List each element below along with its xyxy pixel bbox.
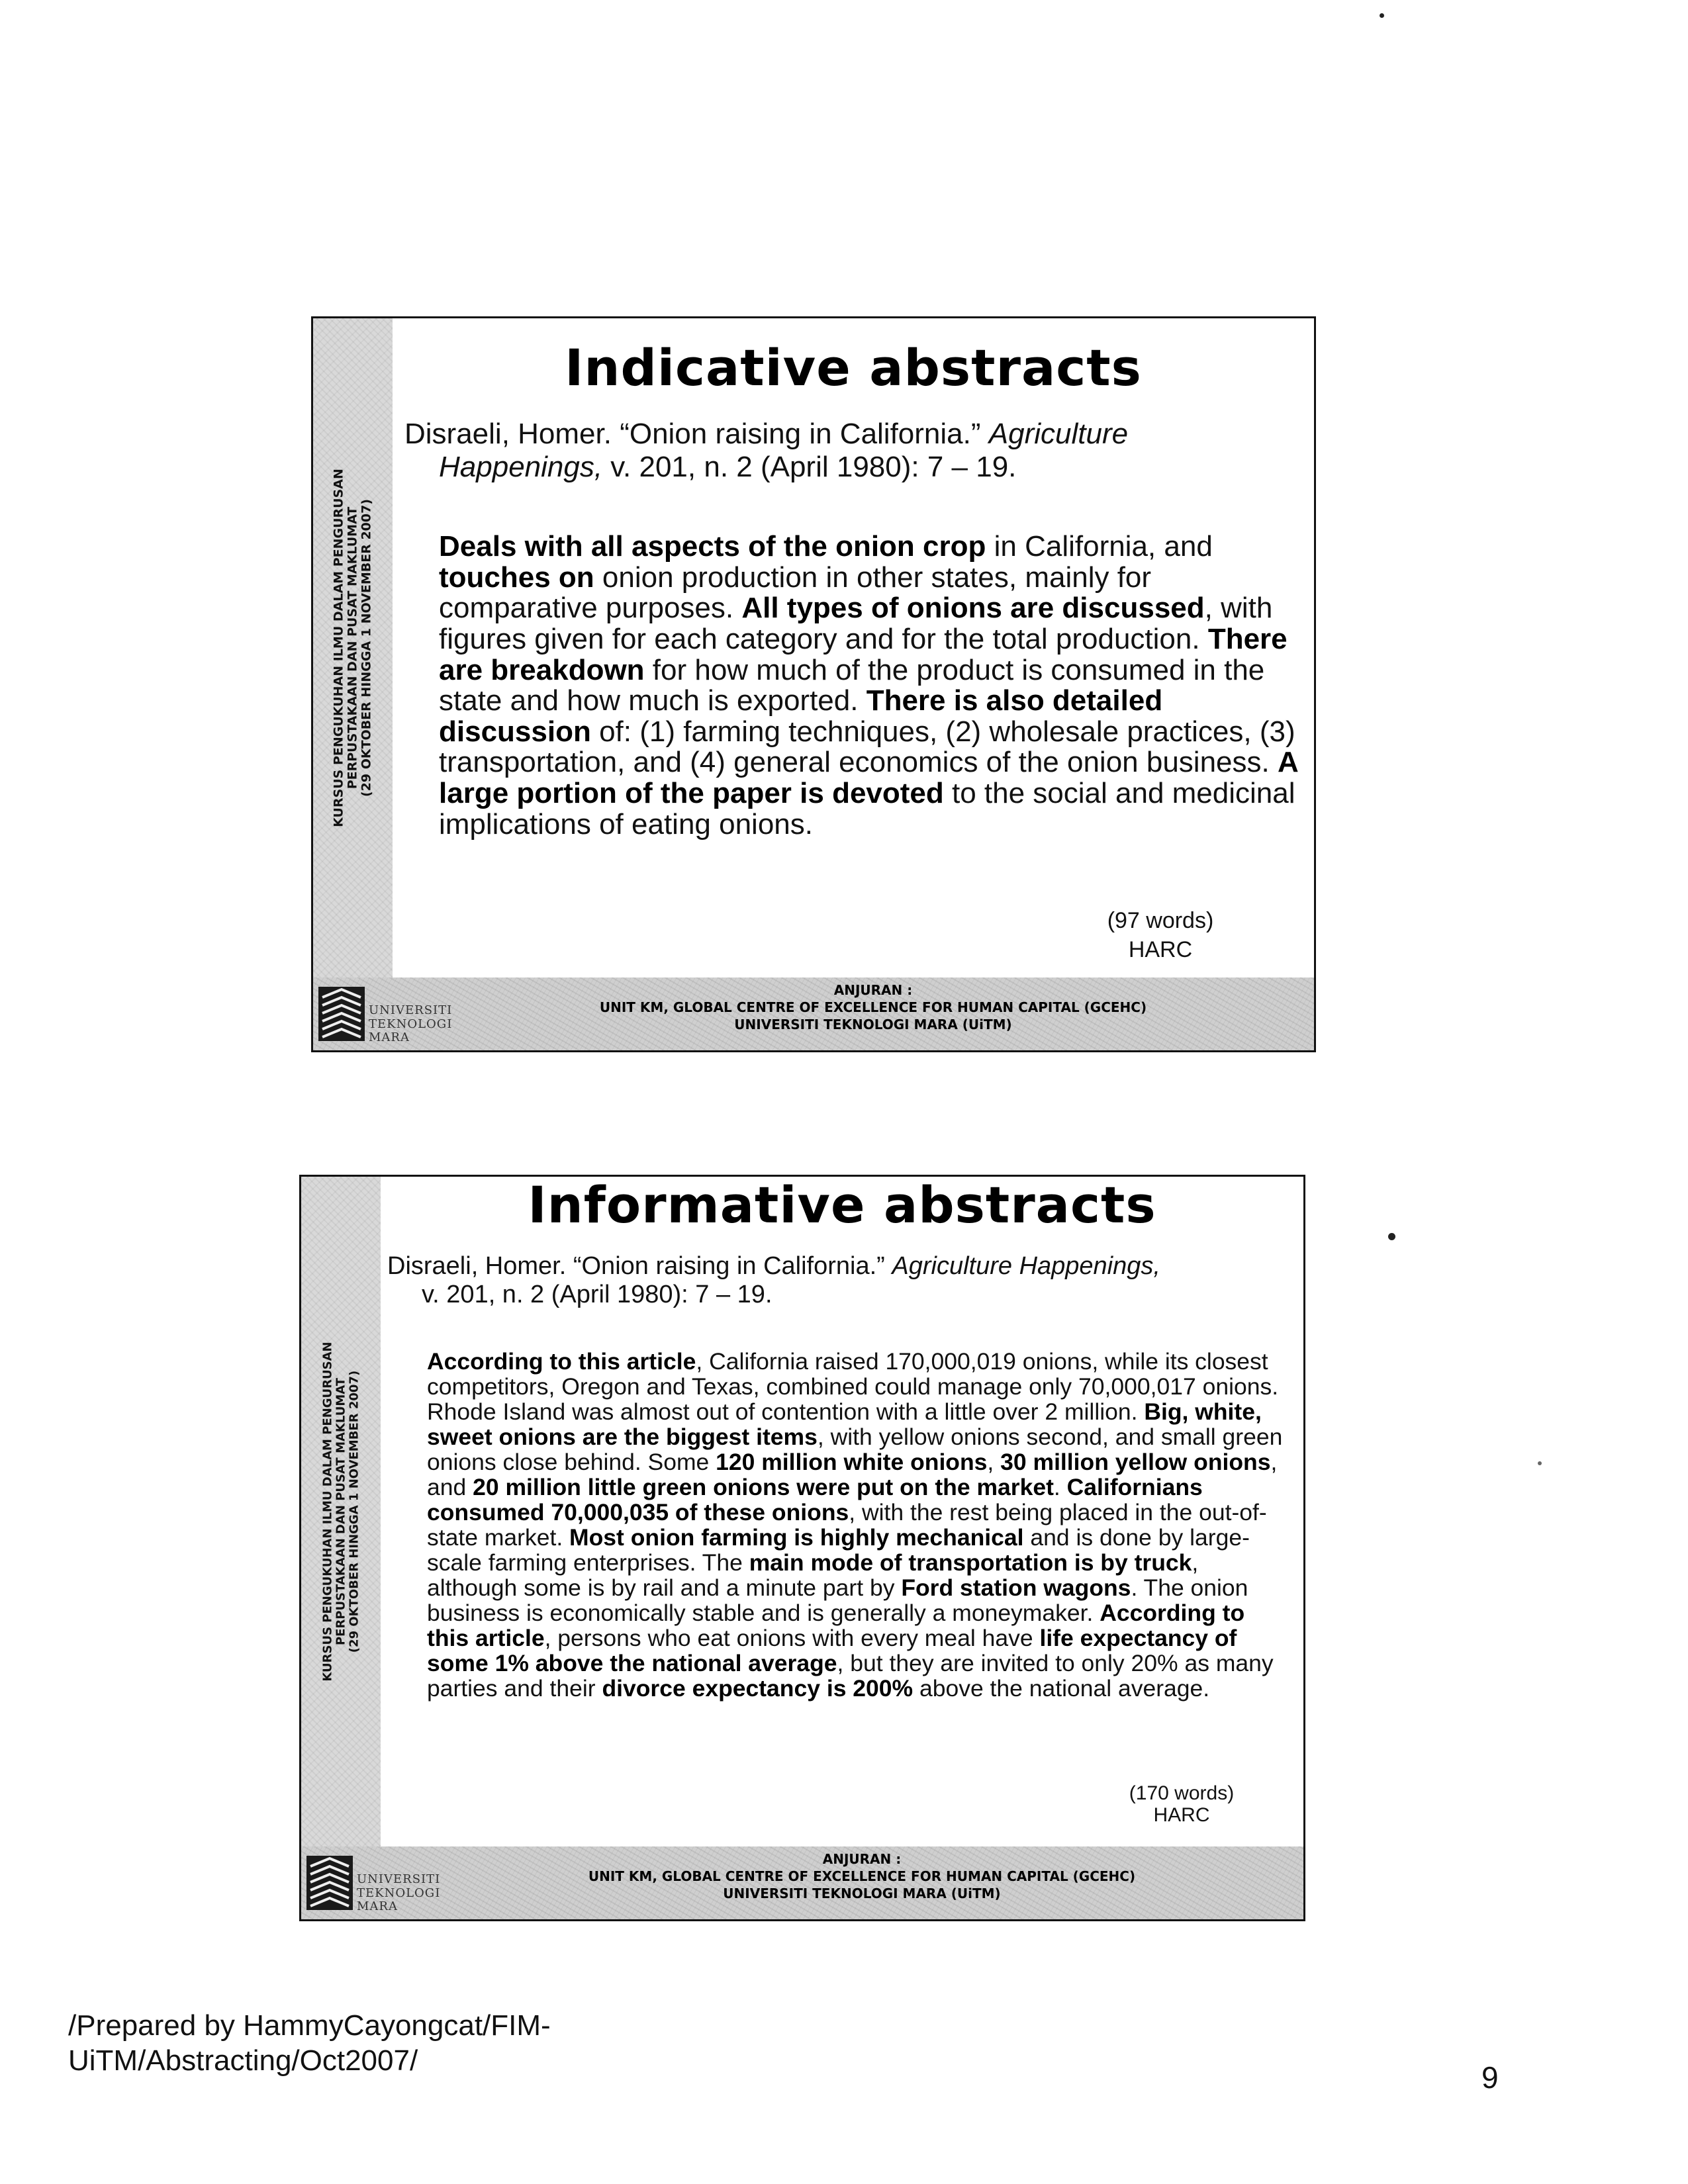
abstract-segment: for how much of the product is consumed in the state and how much is exported. [439, 653, 1265, 717]
abstract-emphasis: Californians consumed 70,000,035 of these onions [427, 1473, 1203, 1525]
slide-footer [313, 978, 1314, 1050]
abstract-segment: , persons who eat onions with every meal have [544, 1624, 1040, 1651]
uitm-logo-icon [305, 1853, 354, 1913]
abstract-emphasis: Ford station wagons [901, 1574, 1131, 1601]
abstract-emphasis: According to this article [427, 1599, 1245, 1651]
side-banner-line: PERPUSTAKAAN DAN PUSAT MAKLUMAT [345, 506, 360, 790]
abstract-segment: to the social and medicinal implications of eating onions. [439, 777, 1295, 841]
logo-line: MARA [369, 1030, 410, 1045]
organizer-label: ANJURAN : [822, 1851, 902, 1867]
abstract-emphasis: 20 million little green onions were put on the market [473, 1473, 1054, 1500]
abstract-emphasis: All types of onions are discussed [741, 592, 1205, 625]
citation [404, 418, 1305, 484]
abstract-segment: . The onion business is economically stable and is generally a moneymaker. [427, 1574, 1248, 1626]
organizer-label: ANJURAN : [833, 982, 913, 998]
prepared-by-line: UiTM/Abstracting/Oct2007/ [68, 2044, 418, 2077]
abstract-segment: , with figures given for each category and for the total production. [439, 592, 1273, 655]
slide-footer [301, 1846, 1303, 1919]
citation-journal: Happenings, [439, 451, 603, 484]
abstract-emphasis: 30 million yellow onions [1000, 1448, 1271, 1475]
abstract-segment: onion production in other states, mainly for comparative purposes. [439, 561, 1152, 625]
abstract-emphasis: main mode of transportation is by truck [749, 1549, 1192, 1576]
organizer-text [472, 981, 1274, 1033]
abstract-segment: . [1053, 1473, 1067, 1500]
slide-title: Informative abstracts [528, 1175, 1156, 1234]
source-label: HARC [1153, 1804, 1210, 1826]
abstract-emphasis: A large portion of the paper is devoted [439, 746, 1298, 809]
abstract-segment: above the national average. [913, 1674, 1210, 1702]
scan-speck [1538, 1461, 1542, 1465]
abstract-segment: , California raised 170,000,019 onions, while its closest competitors, Oregon and Texas, combined could manage only 70,000,017 onions. Rhode Island was almost out of contention with a little over 2 million. [427, 1348, 1279, 1425]
word-count-block [1061, 906, 1260, 964]
side-banner-line: KURSUS PENGUKUHAN ILMU DALAM PENGURUSAN [331, 469, 346, 827]
organizer-unit: UNIT KM, GLOBAL CENTRE OF EXCELLENCE FOR HUMAN CAPITAL (GCEHC) [588, 1868, 1136, 1884]
organizer-university: UNIVERSITI TEKNOLOGI MARA (UiTM) [723, 1886, 1001, 1901]
citation-author-title: Disraeli, Homer. “Onion raising in California.” [387, 1252, 892, 1280]
abstract-emphasis: 120 million white onions [716, 1448, 988, 1475]
prepared-by-line: /Prepared by HammyCayongcat/FIM- [68, 2009, 551, 2042]
slide-title: Indicative abstracts [565, 338, 1142, 397]
abstract-segment: , with yellow onions second, and small green onions close behind. Some [427, 1423, 1283, 1475]
word-count: (97 words) [1107, 908, 1214, 933]
organizer-text [460, 1850, 1264, 1902]
logo-line: TEKNOLOGI [357, 1886, 441, 1900]
logo-line: TEKNOLOGI [369, 1017, 453, 1031]
word-count-block [1115, 1782, 1248, 1826]
uitm-logo-text [357, 1873, 443, 1914]
citation-author-title: Disraeli, Homer. “Onion raising in California.” [404, 418, 989, 450]
abstract-text [427, 1349, 1288, 1701]
abstract-emphasis: There are breakdown [439, 622, 1288, 686]
scan-speck [1380, 13, 1384, 18]
abstract-segment: , although some is by rail and a minute part by [427, 1549, 1199, 1601]
abstract-emphasis: There is also detailed discussion [439, 684, 1163, 748]
citation-journal: Agriculture [988, 418, 1129, 450]
citation-journal: Agriculture Happenings, [892, 1252, 1160, 1280]
abstract-emphasis: Deals with all aspects of the onion crop [439, 530, 986, 563]
logo-line: UNIVERSITI [357, 1872, 441, 1886]
abstract-segment: , and [427, 1448, 1278, 1500]
uitm-logo-text [369, 1004, 455, 1045]
scan-speck [1388, 1233, 1395, 1240]
abstract-emphasis: Big, white, sweet onions are the biggest items [427, 1398, 1262, 1450]
abstract-emphasis: Most onion farming is highly mechanical [569, 1524, 1024, 1551]
abstract-segment: , with the rest being placed in the out-of-state market. [427, 1498, 1267, 1551]
abstract-emphasis: touches on [439, 561, 594, 594]
side-banner [301, 1177, 381, 1846]
abstract-text [439, 531, 1299, 840]
side-banner-line: KURSUS PENGUKUHAN ILMU DALAM PENGURUSAN [320, 1342, 335, 1682]
organizer-unit: UNIT KM, GLOBAL CENTRE OF EXCELLENCE FOR HUMAN CAPITAL (GCEHC) [599, 999, 1147, 1015]
word-count: (170 words) [1129, 1782, 1235, 1804]
logo-line: MARA [357, 1899, 398, 1914]
side-banner-line: PERPUSTAKAAN DAN PUSAT MAKLUMAT [334, 1377, 348, 1646]
abstract-segment: of: (1) farming techniques, (2) wholesale practices, (3) transportation, and (4) general economics of the onion business. [439, 715, 1295, 779]
side-banner [313, 318, 393, 978]
abstract-segment: and is done by large-scale farming enterprises. The [427, 1524, 1250, 1576]
source-label: HARC [1128, 937, 1193, 963]
abstract-segment: in California, and [986, 530, 1213, 563]
slide-indicative-abstracts [311, 316, 1316, 1052]
uitm-logo-icon [317, 984, 366, 1044]
abstract-segment: , [987, 1448, 1001, 1475]
abstract-emphasis: life expectancy of some 1% above the national average [427, 1624, 1237, 1676]
abstract-emphasis: divorce expectancy is 200% [602, 1674, 914, 1702]
page-number: 9 [1481, 2060, 1499, 2095]
organizer-university: UNIVERSITI TEKNOLOGI MARA (UiTM) [734, 1017, 1012, 1032]
slide-informative-abstracts [299, 1175, 1305, 1921]
citation-volume: v. 201, n. 2 (April 1980): 7 – 19. [422, 1281, 773, 1309]
prepared-by-note [68, 2009, 551, 2079]
citation-volume: v. 201, n. 2 (April 1980): 7 – 19. [602, 451, 1017, 484]
abstract-segment: , but they are invited to only 20% as many parties and their [427, 1649, 1274, 1702]
side-banner-line: (29 OKTOBER HINGGA 1 NOVEMBER 2007) [359, 498, 374, 797]
side-banner-line: (29 OKTOBER HINGGA 1 NOVEMBER 2007) [346, 1370, 361, 1653]
abstract-emphasis: According to this article [427, 1348, 696, 1375]
citation [387, 1252, 1301, 1310]
logo-line: UNIVERSITI [369, 1003, 453, 1017]
